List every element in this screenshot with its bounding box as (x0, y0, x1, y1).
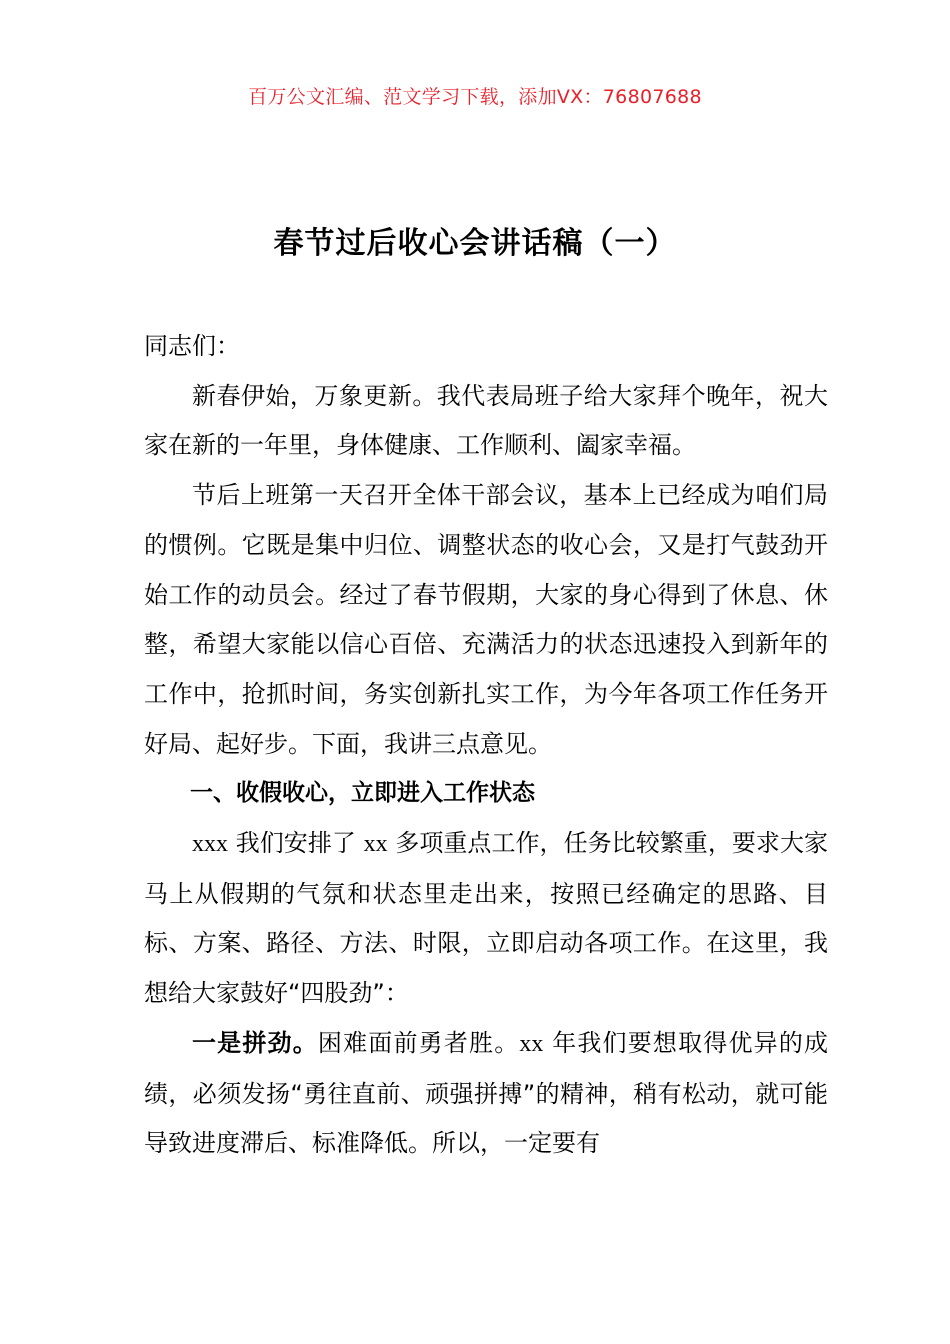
salutation: 同志们： (144, 332, 240, 360)
section-heading-1: 一、收假收心，立即进入工作状态 (190, 780, 535, 807)
header-watermark-note: 百万公文汇编、范文学习下载，添加VX：76807688 (248, 86, 702, 108)
document-body (144, 322, 828, 1169)
paragraph-text: 我们安排了 (235, 829, 356, 858)
paragraph-text: 多项重点工作，任务比较繁重，要求大家马上从假期的气氛和状态里走出来，按照已经确定的思路、目标、方案、路径、方法、时限，立即启动各项工作。在这里，我想给大家鼓好“四股劲”： (144, 829, 829, 1008)
placeholder-text: xx (363, 831, 388, 858)
point-lead: 一是拼劲。 (192, 1028, 318, 1057)
paragraph-text: 年我们要想取得优异的成绩，必须发扬“勇往直前、顽强拼搏”的精神，稍有松动，就可能导致进度滞后、标准降低。所以，一定要有 (144, 1028, 829, 1158)
paragraph-meeting-purpose: 节后上班第一天召开全体干部会议，基本上已经成为咱们局的惯例。它既是集中归位、调整状态的收心会，又是打气鼓劲开始工作的动员会。经过了春节假期，大家的身心得到了休息、休整，希望大家能以信心百倍、充满活力的状态迅速投入到新年的工作中，抢抓时间，务实创新扎实工作，为今年各项工作任务开好局、起好步。下面，我讲三点意见。 (144, 481, 828, 758)
paragraph-greeting: 新春伊始，万象更新。我代表局班子给大家拜个晚年，祝大家在新的一年里，身体健康、工作顺利、阖家幸福。 (144, 381, 828, 460)
document-title: 春节过后收心会讲话稿（一） (273, 226, 677, 261)
paragraph-text: 困难面前勇者胜。 (317, 1028, 520, 1057)
paragraph-first-drive (144, 1019, 828, 1169)
placeholder-text: xx (519, 1030, 544, 1057)
placeholder-text: xxx (192, 831, 228, 858)
paragraph-work-tasks (144, 819, 828, 1019)
